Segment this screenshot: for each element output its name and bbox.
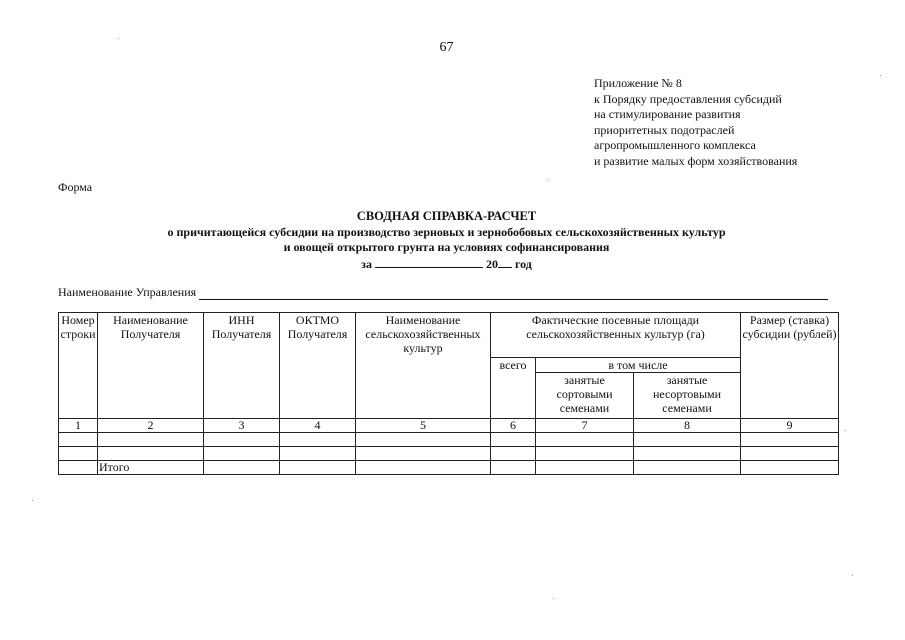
appendix-line: к Порядку предоставления субсидий xyxy=(594,91,782,106)
column-number: 8 xyxy=(634,419,741,433)
table-cell xyxy=(59,447,98,461)
header-subsidy-rate: Размер (ставка) субсидии (рублей) xyxy=(741,313,839,419)
title-line: и овощей открытого грунта на условиях софинансирования xyxy=(283,240,610,254)
administration-blank xyxy=(199,287,828,300)
table-cell xyxy=(491,461,536,475)
total-row xyxy=(59,461,839,475)
administration-label: Наименование Управления xyxy=(58,285,197,299)
table-cell xyxy=(59,433,98,447)
year-mid: 20 xyxy=(485,256,498,271)
table-cell xyxy=(634,433,741,447)
table-cell xyxy=(536,461,634,475)
header-sorted-seeds: занятые сортовыми семенами xyxy=(536,373,634,419)
appendix-line: Приложение № 8 xyxy=(594,76,682,90)
document-title xyxy=(0,209,893,272)
appendix-line: агропромышленного комплекса xyxy=(594,138,756,152)
year-blank xyxy=(498,256,512,268)
table-cell xyxy=(741,433,839,447)
column-number: 4 xyxy=(280,419,356,433)
table-cell xyxy=(98,447,204,461)
scan-speck xyxy=(845,430,846,431)
header-sown-area-group: Фактические посевные площади сельскохозяйственных культур (га) xyxy=(491,313,741,358)
table-cell xyxy=(204,447,280,461)
column-number: 7 xyxy=(536,419,634,433)
table-cell xyxy=(98,433,204,447)
table-cell xyxy=(280,433,356,447)
table-cell xyxy=(356,433,491,447)
header-recipient-name: Наименование Получателя xyxy=(98,313,204,419)
appendix-line: и развитие малых форм хозяйствования xyxy=(594,153,798,168)
table-cell xyxy=(204,433,280,447)
table-cell xyxy=(634,461,741,475)
column-number: 9 xyxy=(741,419,839,433)
table-cell xyxy=(59,461,98,475)
administration-line xyxy=(58,285,828,300)
period-blank xyxy=(375,256,483,268)
scan-speck xyxy=(548,180,549,181)
table-cell xyxy=(741,447,839,461)
table-cell xyxy=(536,447,634,461)
table-cell xyxy=(491,433,536,447)
header-row-number: Номер строки xyxy=(59,313,98,419)
calculation-table xyxy=(58,312,839,475)
column-number: 5 xyxy=(356,419,491,433)
column-number: 3 xyxy=(204,419,280,433)
scan-speck xyxy=(880,75,881,76)
table-cell xyxy=(634,447,741,461)
column-number: 1 xyxy=(59,419,98,433)
table-row xyxy=(59,433,839,447)
table-cell xyxy=(204,461,280,475)
title-year-line xyxy=(0,256,893,273)
scan-speck xyxy=(852,575,853,576)
table-cell xyxy=(356,447,491,461)
title-main: СВОДНАЯ СПРАВКА-РАСЧЕТ xyxy=(356,209,537,223)
table-cell xyxy=(491,447,536,461)
header-crop-name: Наименование сельскохозяйственных культур xyxy=(356,313,491,419)
appendix-note xyxy=(594,76,797,169)
year-suffix: год xyxy=(514,256,532,271)
column-number: 2 xyxy=(98,419,204,433)
table-cell xyxy=(280,447,356,461)
table-cell xyxy=(356,461,491,475)
header-oktmo: ОКТМО Получателя xyxy=(280,313,356,419)
table-cell xyxy=(741,461,839,475)
table-cell xyxy=(280,461,356,475)
column-number: 6 xyxy=(491,419,536,433)
table-cell xyxy=(536,433,634,447)
form-label: Форма xyxy=(58,180,93,194)
appendix-line: на стимулирование развития xyxy=(594,107,741,121)
header-unsorted-seeds: занятые несортовыми семенами xyxy=(634,373,741,419)
title-line: о причитающейся субсидии на производство зерновых и зернобобовых сельскохозяйственных культур xyxy=(167,224,726,239)
scan-speck xyxy=(32,500,33,501)
column-number-row xyxy=(59,419,839,433)
page-number: 67 xyxy=(439,40,454,55)
total-label: Итого xyxy=(98,461,204,475)
year-prefix: за xyxy=(361,256,372,271)
header-including: в том числе xyxy=(536,358,741,373)
header-inn: ИНН Получателя xyxy=(204,313,280,419)
appendix-line: приоритетных подотраслей xyxy=(594,122,735,137)
scan-speck xyxy=(118,38,119,39)
scan-speck xyxy=(553,598,554,599)
header-total-area: всего xyxy=(491,358,536,419)
table-row xyxy=(59,447,839,461)
